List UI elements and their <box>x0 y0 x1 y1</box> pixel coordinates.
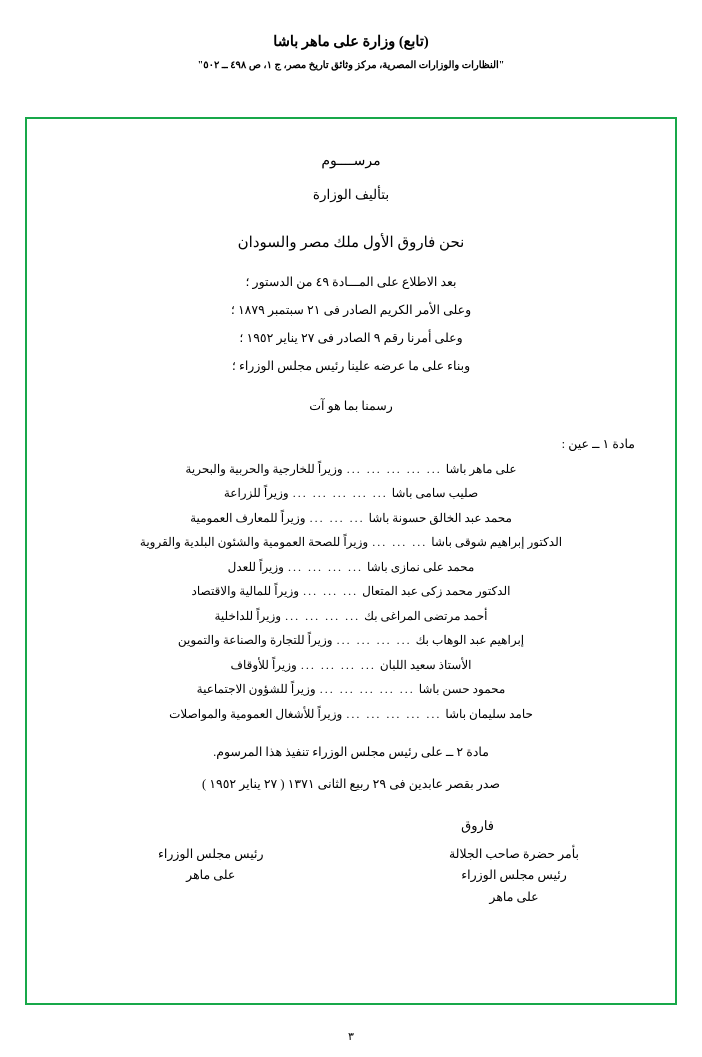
signature-pm <box>158 844 263 888</box>
ministers-list <box>63 462 639 722</box>
minister-post: وزيراً للخارجية والحربية والبحرية <box>185 461 343 476</box>
preamble-line: وعلى أمرنا رقم ٩ الصادر فى ٢٧ يناير ١٩٥٢ ؛ <box>239 330 463 345</box>
article-2-text: مادة ٢ ــ على رئيس مجلس الوزراء تنفيذ هذا المرسوم. <box>213 744 489 759</box>
list-item <box>63 682 639 697</box>
leader-dots: ... ... ... <box>372 535 428 549</box>
leader-dots: ... ... ... ... ... <box>319 682 415 696</box>
article-1-label: مادة ١ ــ عين : <box>561 436 635 451</box>
decree-title: مرســــوم <box>321 154 381 169</box>
minister-post: وزيراً للصحة العمومية والشئون البلدية والقروية <box>139 535 369 549</box>
minister-post: وزيراً للأشغال العمومية والمواصلات <box>169 706 343 721</box>
list-item <box>63 633 639 648</box>
signature-pm-by-order <box>449 844 579 910</box>
minister-name: محمد على نمازى باشا <box>366 559 475 574</box>
preamble-line: وبناء على ما عرضه علينا رئيس مجلس الوزراء ؛ <box>231 358 471 373</box>
minister-name: الدكتور إبراهيم شوقى باشا <box>431 535 563 549</box>
signature-block <box>63 818 639 938</box>
decree-body <box>27 119 675 948</box>
issued-line: صدر بقصر عابدين فى ٢٩ ربيع الثانى ١٣٧١ ( ٢٧ يناير ١٩٥٢ ) <box>201 776 501 791</box>
header-source-citation: "النظارات والوزارات المصرية، مركز وثائق تاريخ مصر، ج ١، ص ٤٩٨ ــ ٥٠٢" <box>197 60 505 71</box>
leader-dots: ... ... ... ... <box>287 559 363 574</box>
leader-dots: ... ... ... <box>303 584 359 598</box>
resolve-line: رسمنا بما هو آت <box>309 398 393 413</box>
preamble-line: بعد الاطلاع على المـــادة ٤٩ من الدستور ؛ <box>245 275 457 289</box>
page-header <box>0 0 702 71</box>
minister-post: وزيراً للداخلية <box>214 608 282 623</box>
list-item <box>63 707 639 722</box>
minister-name: على ماهر باشا <box>445 461 517 476</box>
preamble-line: وعلى الأمر الكريم الصادر فى ٢١ سبتمبر ١٨٧٩ ؛ <box>230 302 472 317</box>
signature-line: بأمر حضرة صاحب الجلالة <box>448 846 579 861</box>
leader-dots: ... ... ... <box>309 510 365 525</box>
list-item <box>63 462 639 477</box>
header-title: (تابع) وزارة على ماهر باشا <box>273 34 429 50</box>
signature-line: رئيس مجلس الوزراء <box>461 868 567 883</box>
signature-king: فاروق <box>461 817 494 833</box>
minister-name: حامد سليمان باشا <box>445 706 533 721</box>
minister-name: الدكتور محمد زكى عبد المتعال <box>362 584 511 598</box>
signature-line: على ماهر <box>186 868 236 883</box>
decree-frame <box>25 117 677 1005</box>
minister-name: أحمد مرتضى المراغى بك <box>364 608 488 623</box>
minister-post: وزيراً للمعارف العمومية <box>190 510 306 525</box>
leader-dots: ... ... ... ... ... <box>346 461 442 476</box>
minister-post: وزيراً للمالية والاقتصاد <box>191 584 300 598</box>
decree-subtitle: بتأليف الوزارة <box>312 187 390 202</box>
signature-line: على ماهر <box>489 890 539 905</box>
king-proclamation-line: نحن فاروق الأول ملك مصر والسودان <box>237 235 465 251</box>
leader-dots: ... ... ... ... ... <box>346 706 442 721</box>
minister-post: وزيراً للأوقاف <box>230 657 297 672</box>
leader-dots: ... ... ... ... ... <box>292 486 388 500</box>
minister-name: الأستاذ سعيد اللبان <box>379 657 472 672</box>
page-number: ٣ <box>348 1031 354 1043</box>
leader-dots: ... ... ... ... <box>300 657 376 672</box>
minister-post: وزيراً للعدل <box>227 559 284 574</box>
list-item <box>63 560 639 575</box>
list-item <box>63 658 639 673</box>
signature-line: رئيس مجلس الوزراء <box>158 846 264 861</box>
minister-name: محمد عبد الخالق حسونة باشا <box>368 510 512 525</box>
leader-dots: ... ... ... ... <box>285 608 361 623</box>
minister-post: وزيراً للزراعة <box>223 486 289 500</box>
leader-dots: ... ... ... ... <box>336 633 412 647</box>
minister-post: وزيراً للشؤون الاجتماعية <box>196 682 316 696</box>
list-item <box>63 486 639 501</box>
minister-name: إبراهيم عبد الوهاب بك <box>415 633 525 647</box>
minister-name: صليب سامى باشا <box>391 486 479 500</box>
minister-name: محمود حسن باشا <box>418 682 506 696</box>
minister-post: وزيراً للتجارة والصناعة والتموين <box>177 633 333 647</box>
list-item <box>63 511 639 526</box>
preamble-block <box>63 274 639 375</box>
list-item <box>63 535 639 550</box>
list-item <box>63 609 639 624</box>
list-item <box>63 584 639 599</box>
